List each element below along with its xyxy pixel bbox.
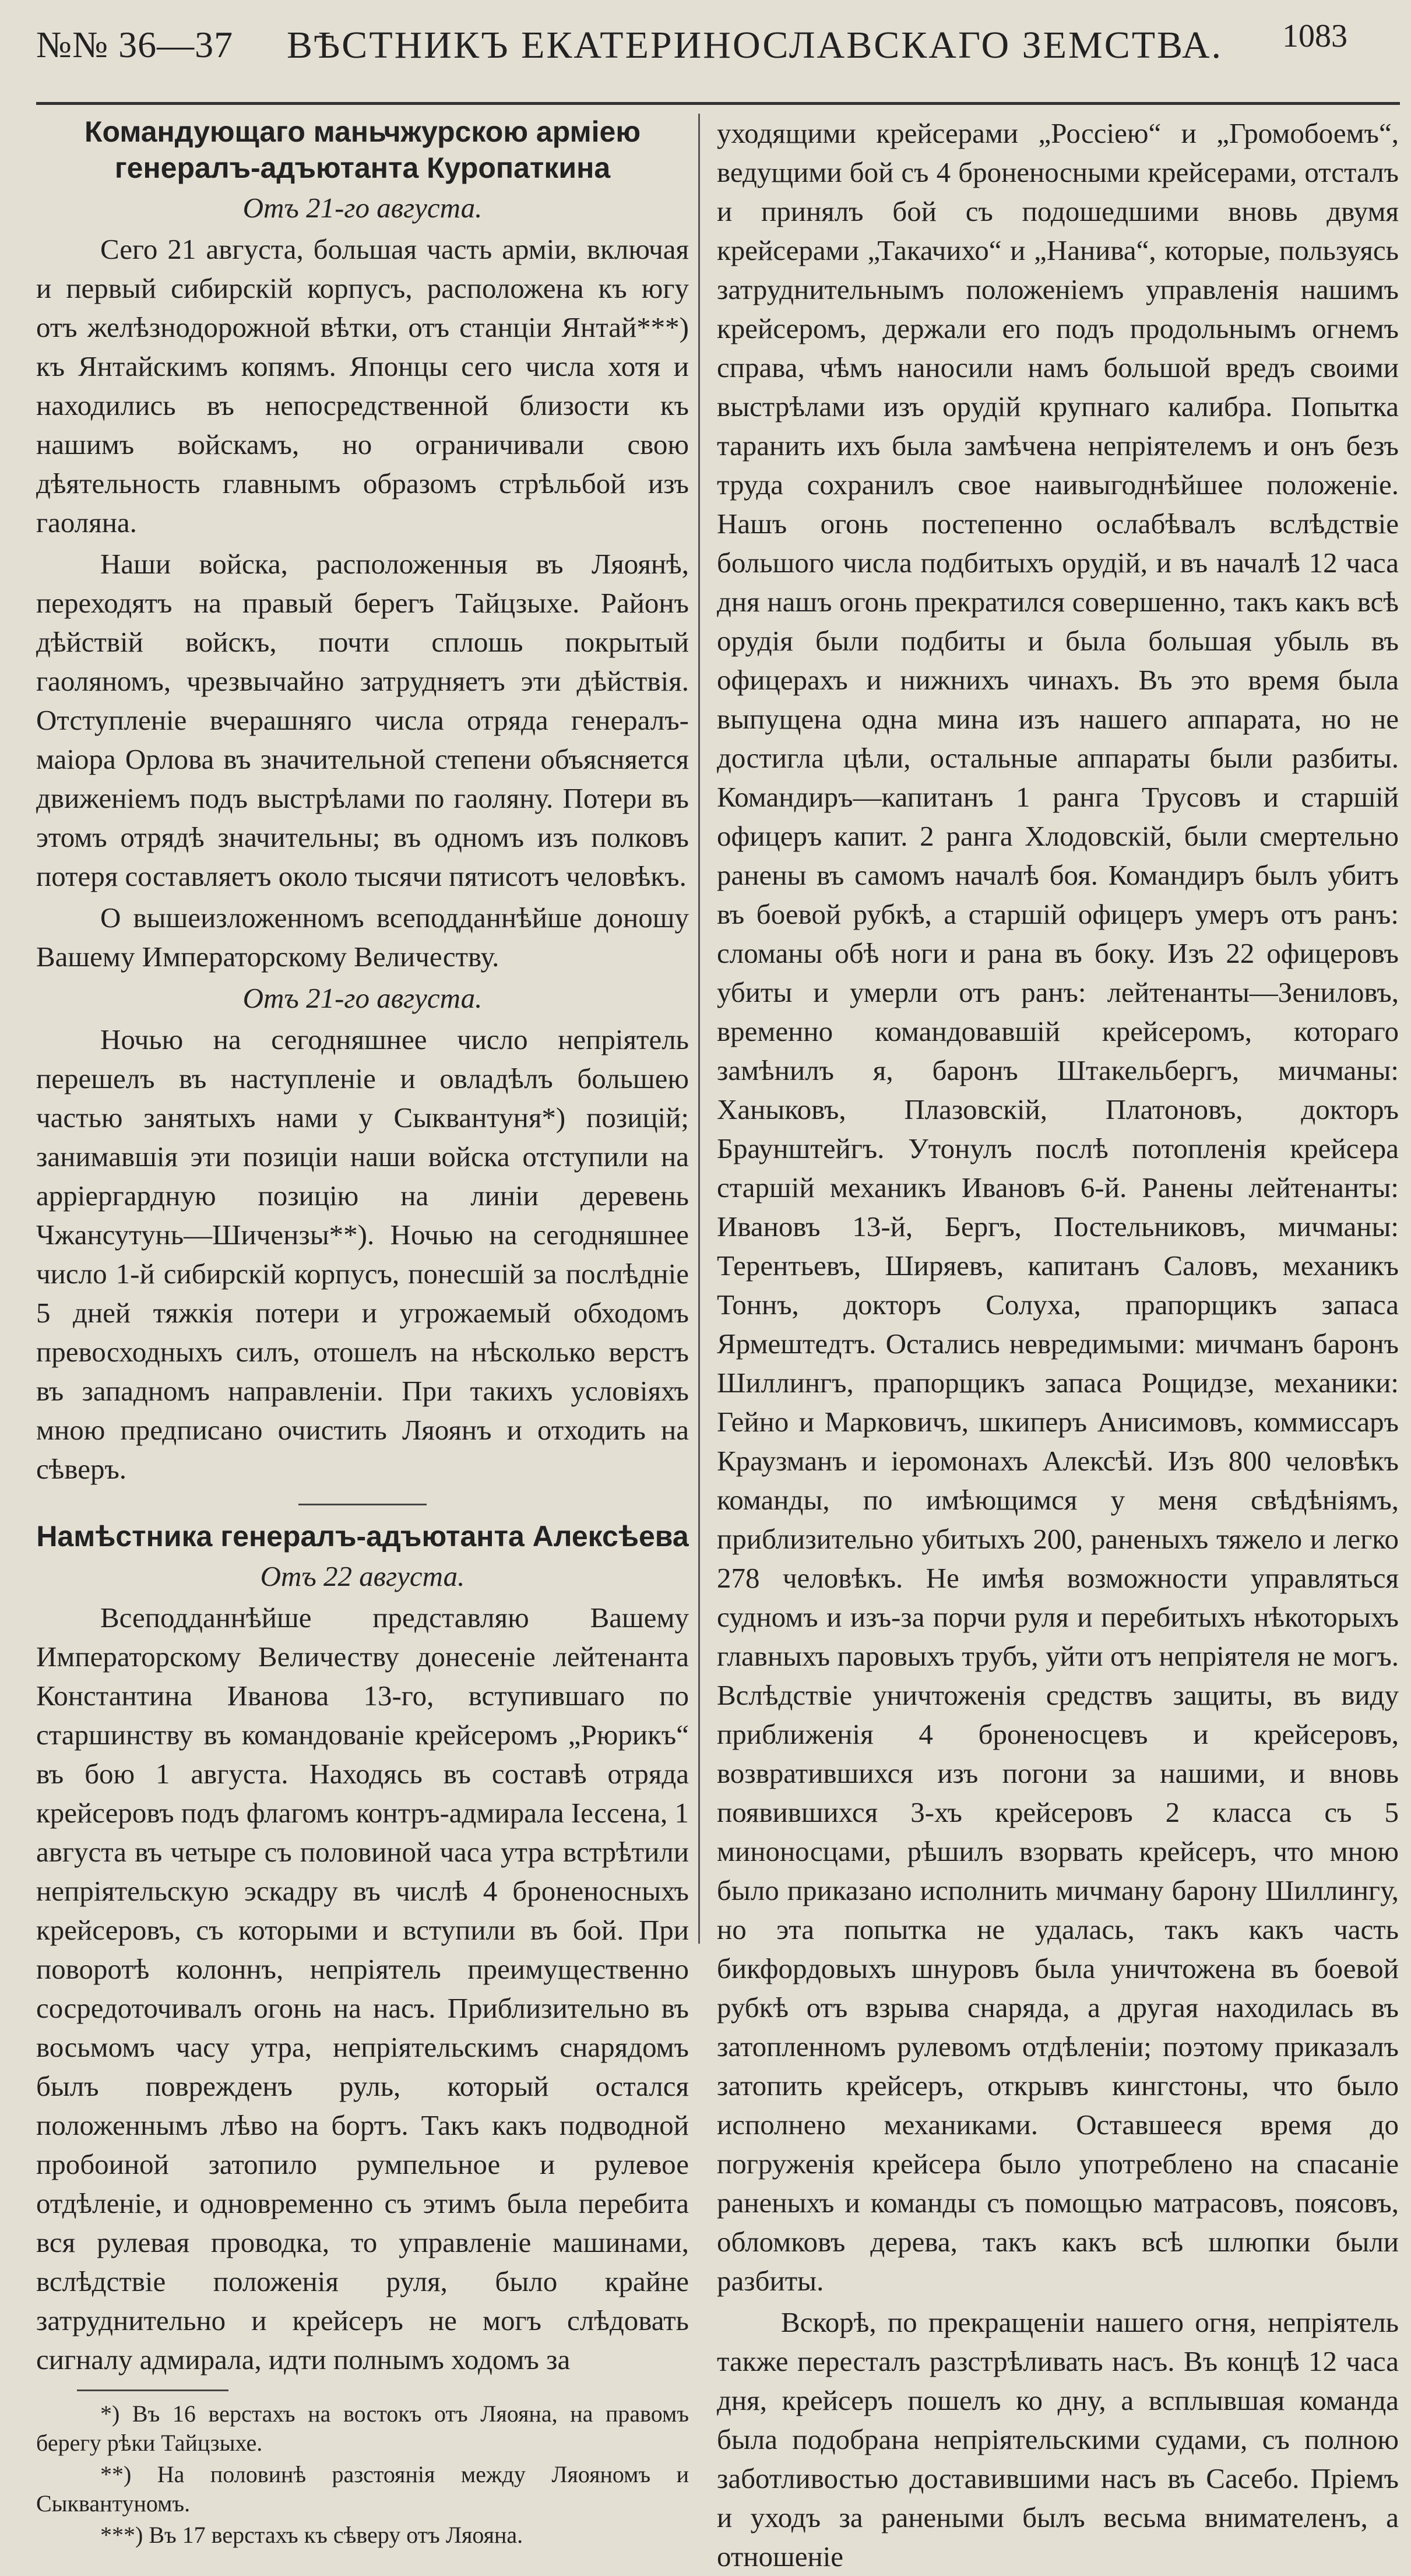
issue-number: №№ 36—37 <box>36 24 234 65</box>
left-column <box>36 114 689 2548</box>
section-separator <box>298 1504 427 1505</box>
dateline: Отъ 22 августа. <box>260 1560 465 1592</box>
journal-title: ВѢСТНИКЪ ЕКАТЕРИНОСЛАВСКАГО ЗЕМСТВА. <box>287 24 1223 66</box>
paragraph: О вышеизложенномъ всеподданнѣйше доношу Вашему Императорскому Величеству. <box>36 902 689 973</box>
header-rule <box>36 102 1400 105</box>
paragraph: Ночью на сегодняшнее число непріятель перешелъ въ наступленіе и овладѣлъ большею частью занятыхъ нами у Сыквантуня*) позицій; занимавшія эти позиціи наши войска отступили на арріергардную позицію на линіи деревень Чжансутунь—Шичензы**). Ночью на сегодняшнее число 1-й сибирскій корпусъ, понесшій за послѣдніе 5 дней тяжкія потери и угрожаемый обходомъ превосходныхъ силъ, отошелъ на нѣсколько верстъ въ западномъ направленіи. При такихъ условіяхъ мною предписано очистить Ляоянъ и отходить на сѣверъ. <box>36 1023 689 1485</box>
footnote-separator <box>77 2390 228 2391</box>
section-heading-alekseev: Намѣстника генералъ-адъютанта Алексѣева <box>36 1520 689 1553</box>
footnote: **) На половинѣ разстоянія между Ляояномъ и Сыквантуномъ. <box>36 2461 689 2517</box>
dateline: Отъ 21-го августа. <box>242 982 483 1014</box>
paragraph: Наши войска, расположенныя въ Ляоянѣ, переходятъ на правый берегъ Тайцзыхе. Районъ дѣйствій войскъ, почти сплошь покрытый гаоляномъ, чрезвычайно затрудняетъ эти дѣйствія. Отступленіе вчерашняго числа отряда генералъ-маіора Орлова въ значительной степени объясняется движеніемъ подъ выстрѣлами по гаоляну. Потери въ этомъ отрядѣ значительны; въ одномъ изъ полковъ потеря составляетъ около тысячи пятисотъ человѣкъ. <box>36 548 689 892</box>
footnote: *) Въ 16 верстахъ на востокъ отъ Ляояна, на правомъ берегу рѣки Тайцзыхе. <box>36 2401 689 2456</box>
paragraph: Сего 21 августа, большая часть арміи, включая и первый сибирскій корпусъ, расположена къ югу отъ желѣзнодорожной вѣтки, отъ станціи Янтай***) къ Янтайскимъ копямъ. Японцы сего числа хотя и находились въ непосредственной близости къ нашимъ войскамъ, но ограничивали свою дѣятельность главнымъ образомъ стрѣльбой изъ гаоляна. <box>36 233 689 539</box>
section-heading-kuropatkin: Командующаго маньчжурскою арміею генералъ-адъютанта Куропаткина <box>84 115 641 184</box>
right-column <box>717 114 1399 2573</box>
masthead <box>36 17 1400 87</box>
column-divider <box>698 114 700 1944</box>
paragraph: Вскорѣ, по прекращеніи нашего огня, непріятель также пересталъ разстрѣливать насъ. Въ концѣ 12 часа дня, крейсеръ пошелъ ко дну, а всплывшая команда была подобрана непріятельскими судами, съ полною заботливостью доставившими насъ въ Сасебо. Пріемъ и уходъ за ранеными былъ весьма внимателенъ, а отношеніе <box>717 2306 1399 2573</box>
dateline: Отъ 21-го августа. <box>242 192 483 224</box>
footnote: ***) Въ 17 верстахъ къ сѣверу отъ Ляояна. <box>100 2522 523 2548</box>
paragraph: уходящими крейсерами „Россіею“ и „Громобоемъ“, ведущими бой съ 4 броненосными крейсерами, отсталъ и принялъ бой съ подошедшими вновь двумя крейсерами „Такачихо“ и „Нанива“, которые, пользуясь затруднительнымъ положеніемъ управленія нашимъ крейсеромъ, держали его подъ продольнымъ огнемъ справа, чѣмъ наносили намъ большой вредъ своими выстрѣлами изъ орудій крупнаго калибра. Попытка таранить ихъ была замѣчена непріятелемъ и онъ безъ труда сохранилъ свое наивыгоднѣйшее положеніе. Нашъ огонь постепенно ослабѣвалъ вслѣдствіе большого числа подбитыхъ орудій, и въ началѣ 12 часа дня нашъ огонь прекратился совершенно, такъ какъ всѣ орудія были подбиты и была большая убыль въ офицерахъ и нижнихъ чинахъ. Въ это время была выпущена одна мина изъ нашего аппарата, но не достигла цѣли, остальные аппараты были разбиты. Командиръ—капитанъ 1 ранга Трусовъ и старшій офицеръ капит. 2 ранга Хлодовскій, были смертельно ранены въ самомъ началѣ боя. Командиръ былъ убитъ въ боевой рубкѣ, а старшій офицеръ умеръ отъ ранъ: сломаны обѣ ноги и рана въ боку. Изъ 22 офицеровъ убиты и умерли отъ ранъ: лейтенанты—Зениловъ, временно командовавшій крейсеромъ, котораго замѣнилъ я, баронъ Штакельбергъ, мичманы: Ханыковъ, Плазовскій, Платоновъ, докторъ Браунштейгъ. Утонулъ послѣ потопленія крейсера старшій механикъ Ивановъ 6-й. Ранены лейтенанты: Ивановъ 13-й, Бергъ, Постельниковъ, мичманы: Терентьевъ, Ширяевъ, капитанъ Саловъ, механикъ Тоннъ, докторъ Солуха, прапорщикъ запаса Ярмештедтъ. Остались невредимыми: мичманъ баронъ Шиллингъ, прапорщикъ запаса Рощидзе, механики: Гейно и Марковичъ, шкиперъ Анисимовъ, коммиссаръ Краузманъ и іеромонахъ Алексѣй. Изъ 800 человѣкъ команды, по имѣющимся у меня свѣдѣніямъ, приблизительно убитыхъ 200, раненыхъ тяжело и легко 278 человѣкъ. Не имѣя возможности управляться судномъ и изъ-за порчи руля и перебитыхъ нѣкоторыхъ главныхъ паровыхъ трубъ, уйти отъ непріятеля не могъ. Вслѣдствіе уничтоженія средствъ защиты, въ виду приближенія 4 броненосцевъ и крейсеровъ, возвратившихся изъ погони за нашими, и вновь появившихся 3-хъ крейсеровъ 2 класса съ 5 миноносцами, рѣшилъ взорвать крейсеръ, что мною было приказано исполнить мичману барону Шиллингу, но эта попытка не удалась, такъ какъ часть бикфордовыхъ шнуровъ была уничтожена въ боевой рубкѣ отъ взрыва снаряда, а другая находилась въ затопленномъ рулевомъ отдѣленіи; поэтому приказалъ затопить крейсеръ, открывъ кингстоны, что было исполнено механиками. Оставшееся время до погруженія крейсера было употреблено на спасаніе раненыхъ и команды съ помощью матрасовъ, поясовъ, обломковъ дерева, такъ какъ всѣ шлюпки были разбиты. <box>717 117 1399 2297</box>
page-number: 1083 <box>1282 18 1347 54</box>
paragraph: Всеподданнѣйше представляю Вашему Императорскому Величеству донесеніе лейтенанта Константина Иванова 13-го, вступившаго по старшинству въ командованіе крейсеромъ „Рюрикъ“ въ бою 1 августа. Находясь въ составѣ отряда крейсеровъ подъ флагомъ контръ-адмирала Іессена, 1 августа въ четыре съ половиной часа утра встрѣтили непріятельскую эскадру въ числѣ 4 броненосныхъ крейсеровъ, съ которыми и вступили въ бой. При поворотѣ колоннъ, непріятель преимущественно сосредоточивалъ огонь на насъ. Приблизительно въ восьмомъ часу утра, непріятельскимъ снарядомъ былъ поврежденъ руль, который остался положеннымъ лѣво на бортъ. Такъ какъ подводной пробоиной затопило румпельное и рулевое отдѣленіе, и одновременно съ этимъ была перебита вся рулевая проводка, то управленіе машинами, вслѣдствіе положенія руля, было крайне затруднительно и крейсеръ не могъ слѣдовать сигналу адмирала, идти полнымъ ходомъ за <box>36 1602 689 2376</box>
